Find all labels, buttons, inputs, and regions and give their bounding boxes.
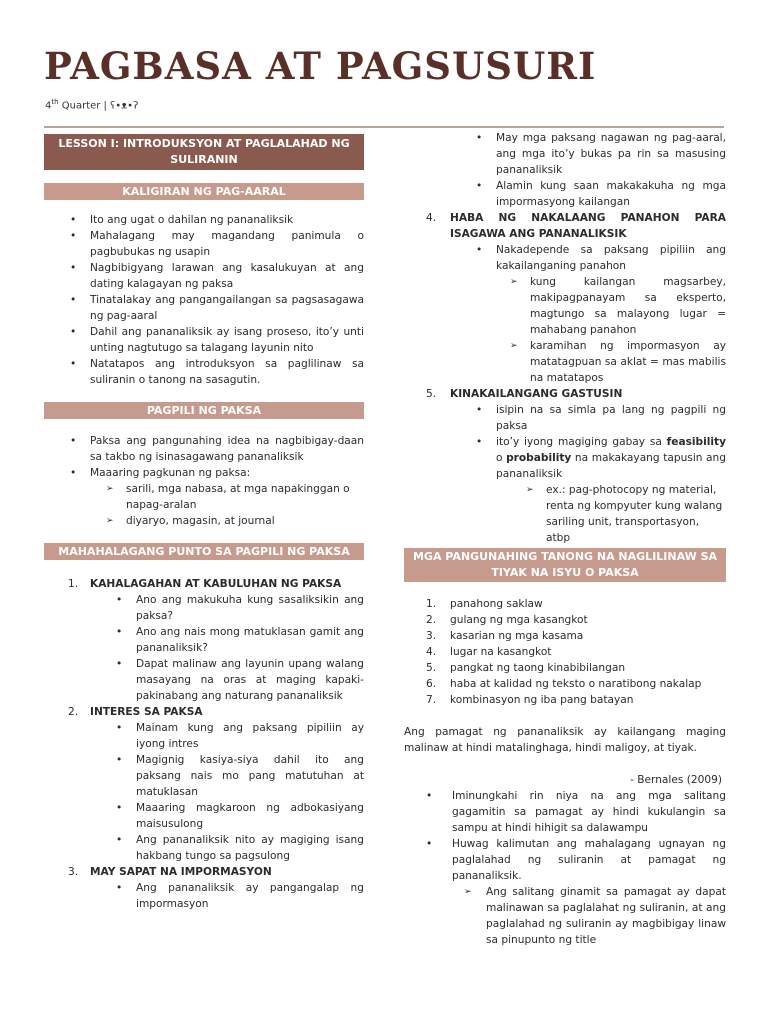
pagpili-header: PAGPILI NG PAKSA xyxy=(44,402,364,419)
kaligiran-list xyxy=(44,212,364,388)
list-item: • Magignig kasiya-siya dahil ito ang paksang nais mo pang matutuhan at matuklasan xyxy=(44,752,364,800)
list-item: 4. lugar na kasangkot xyxy=(426,646,552,658)
list-item: • Maaaring magkaroon ng adbokasiyang maisusulong xyxy=(44,800,364,832)
left-column xyxy=(44,130,364,912)
page-title: PAGBASA AT PAGSUSURI xyxy=(44,44,597,88)
list-item: • Ano ang makukuha kung sasaliksikin ang paksa? xyxy=(44,592,364,624)
list-item: • Huwag kalimutan ang mahalagang ugnayan ng paglalahad ng suliranin at pamagat ng pananaliksik. xyxy=(404,836,726,884)
title-divider xyxy=(44,126,724,128)
list-item: • Natatapos ang introduksyon sa paglilinaw sa suliranin o tanong na sasagutin. xyxy=(44,356,364,388)
list-item: • Alamin kung saan makakakuha ng mga impormasyong kailangan xyxy=(404,178,726,210)
list-item: • Nagbibigyang larawan ang kasalukuyan at ang dating kalagayan ng paksa xyxy=(44,260,364,292)
list-item: • Tinatalakay ang pangangailangan sa pagsasagawa ng pag-aaral xyxy=(44,292,364,324)
sub-list-item: ➢ Ang salitang ginamit sa pamagat ay dapat malinawan sa paglalahat ng suliranin, at ang paglalahad ng suliranin ay magbibigay linaw sa pinupunto ng title xyxy=(404,884,726,948)
pamagat-paragraph: Ang pamagat ng pananaliksik ay kailangang maging malinaw at hindi matalinghaga, hindi maligoy, at tiyak. xyxy=(404,726,726,754)
numbered-heading: 3. MAY SAPAT NA IMPORMASYON xyxy=(68,866,272,878)
list-item: • Mainam kung ang paksang pipiliin ay iyong intres xyxy=(44,720,364,752)
list-item: 6. haba at kalidad ng teksto o naratibong nakalap xyxy=(426,678,702,690)
list-item: • Maaaring pagkunan ng paksa: xyxy=(44,465,364,481)
numbered-heading: 2. INTERES SA PAKSA xyxy=(68,706,203,718)
list-item: 7. kombinasyon ng iba pang batayan xyxy=(426,694,634,706)
list-item: • Ito ang ugat o dahilan ng pananaliksik xyxy=(44,212,364,228)
subtitle xyxy=(45,98,138,111)
lesson-header: LESSON I: INTRODUKSYON AT PAGLALAHAD NG SULIRANIN xyxy=(44,134,364,170)
sub-list-item: ➢ diyaryo, magasin, at journal xyxy=(44,513,364,529)
list-item: • isipin na sa simla pa lang ng pagpili ng paksa xyxy=(404,402,726,434)
right-column xyxy=(404,130,726,948)
sub-list-item: ➢ karamihan ng impormasyon ay matatagpuan sa aklat = mas mabilis na matatapos xyxy=(404,338,726,386)
sub-list-item: ➢ kung kailangan magsarbey, makipagpanayam sa eksperto, magtungo sa malayong lugar = mahabang panahon xyxy=(404,274,726,338)
mahalaga-header: MAHAHALAGANG PUNTO SA PAGPILI NG PAKSA xyxy=(44,543,364,560)
numbered-heading: 1. KAHALAGAHAN AT KABULUHAN NG PAKSA xyxy=(68,578,342,590)
sub-list-item: ➢ sarili, mga nabasa, at mga napakinggan o napag-aralan xyxy=(44,481,364,513)
pagpili-list xyxy=(44,433,364,529)
list-item: • Paksa ang pangunahing idea na nagbibigay-daan sa takbo ng isinasagawang pananaliksik xyxy=(44,433,364,465)
tanong-header: MGA PANGUNAHING TANONG NA NAGLILINAW SA TIYAK NA ISYU O PAKSA xyxy=(404,548,726,582)
tanong-list xyxy=(404,596,726,708)
list-item: • May mga paksang nagawan ng pag-aaral, ang mga ito’y bukas pa rin sa masusing pananaliksik xyxy=(404,130,726,178)
kaligiran-header: KALIGIRAN NG PAG-AARAL xyxy=(44,183,364,200)
list-item: • Dahil ang pananaliksik ay isang proseso, ito’y unti unting nagtutugo sa talagang layunin nito xyxy=(44,324,364,356)
list-item: • Ang pananaliksik nito ay magiging isang hakbang tungo sa pagsulong xyxy=(44,832,364,864)
numbered-heading: 4. HABA NG NAKALAANG PANAHON PARA ISAGAWA ANG PANANALIKSIK xyxy=(426,212,726,240)
sub-list-item: ➢ ex.: pag-photocopy ng material, renta ng kompyuter kung walang sariling unit, transportasyon, atbp xyxy=(404,482,726,546)
list-item: • Iminungkahi rin niya na ang mga salitang gagamitin sa pamagat ay hindi kukulangin sa sampu at hindi hihigit sa dalawampu xyxy=(404,788,726,836)
quarter-suffix: th xyxy=(51,98,59,106)
list-item: 3. kasarian ng mga kasama xyxy=(426,630,584,642)
list-item: • ito’y iyong magiging gabay sa feasibility o probability na makakayang tapusin ang pananaliksik xyxy=(404,434,726,482)
list-item: • Nakadepende sa paksang pipiliin ang kakailanganing panahon xyxy=(404,242,726,274)
mahalaga-section xyxy=(44,576,364,912)
list-item: 5. pangkat ng taong kinabibilangan xyxy=(426,662,626,674)
citation: - Bernales (2009) xyxy=(630,774,722,786)
list-item: 2. gulang ng mga kasangkot xyxy=(426,614,588,626)
list-item: • Mahalagang may magandang panimula o pagbubukas ng usapin xyxy=(44,228,364,260)
list-item: 1. panahong saklaw xyxy=(426,598,543,610)
quarter-text: Quarter | ʕ•ᴥ•ʔ xyxy=(58,100,139,112)
numbered-heading: 5. KINAKAILANGANG GASTUSIN xyxy=(426,388,623,400)
list-item: • Dapat malinaw ang layunin upang walang masayang na oras at maging kapaki-pakinabang ang naturang pananaliksik xyxy=(44,656,364,704)
list-item: • Ano ang nais mong matuklasan gamit ang pananaliksik? xyxy=(44,624,364,656)
quarter-number: 4 xyxy=(45,100,52,112)
list-item: • Ang pananaliksik ay pangangalap ng impormasyon xyxy=(44,880,364,912)
